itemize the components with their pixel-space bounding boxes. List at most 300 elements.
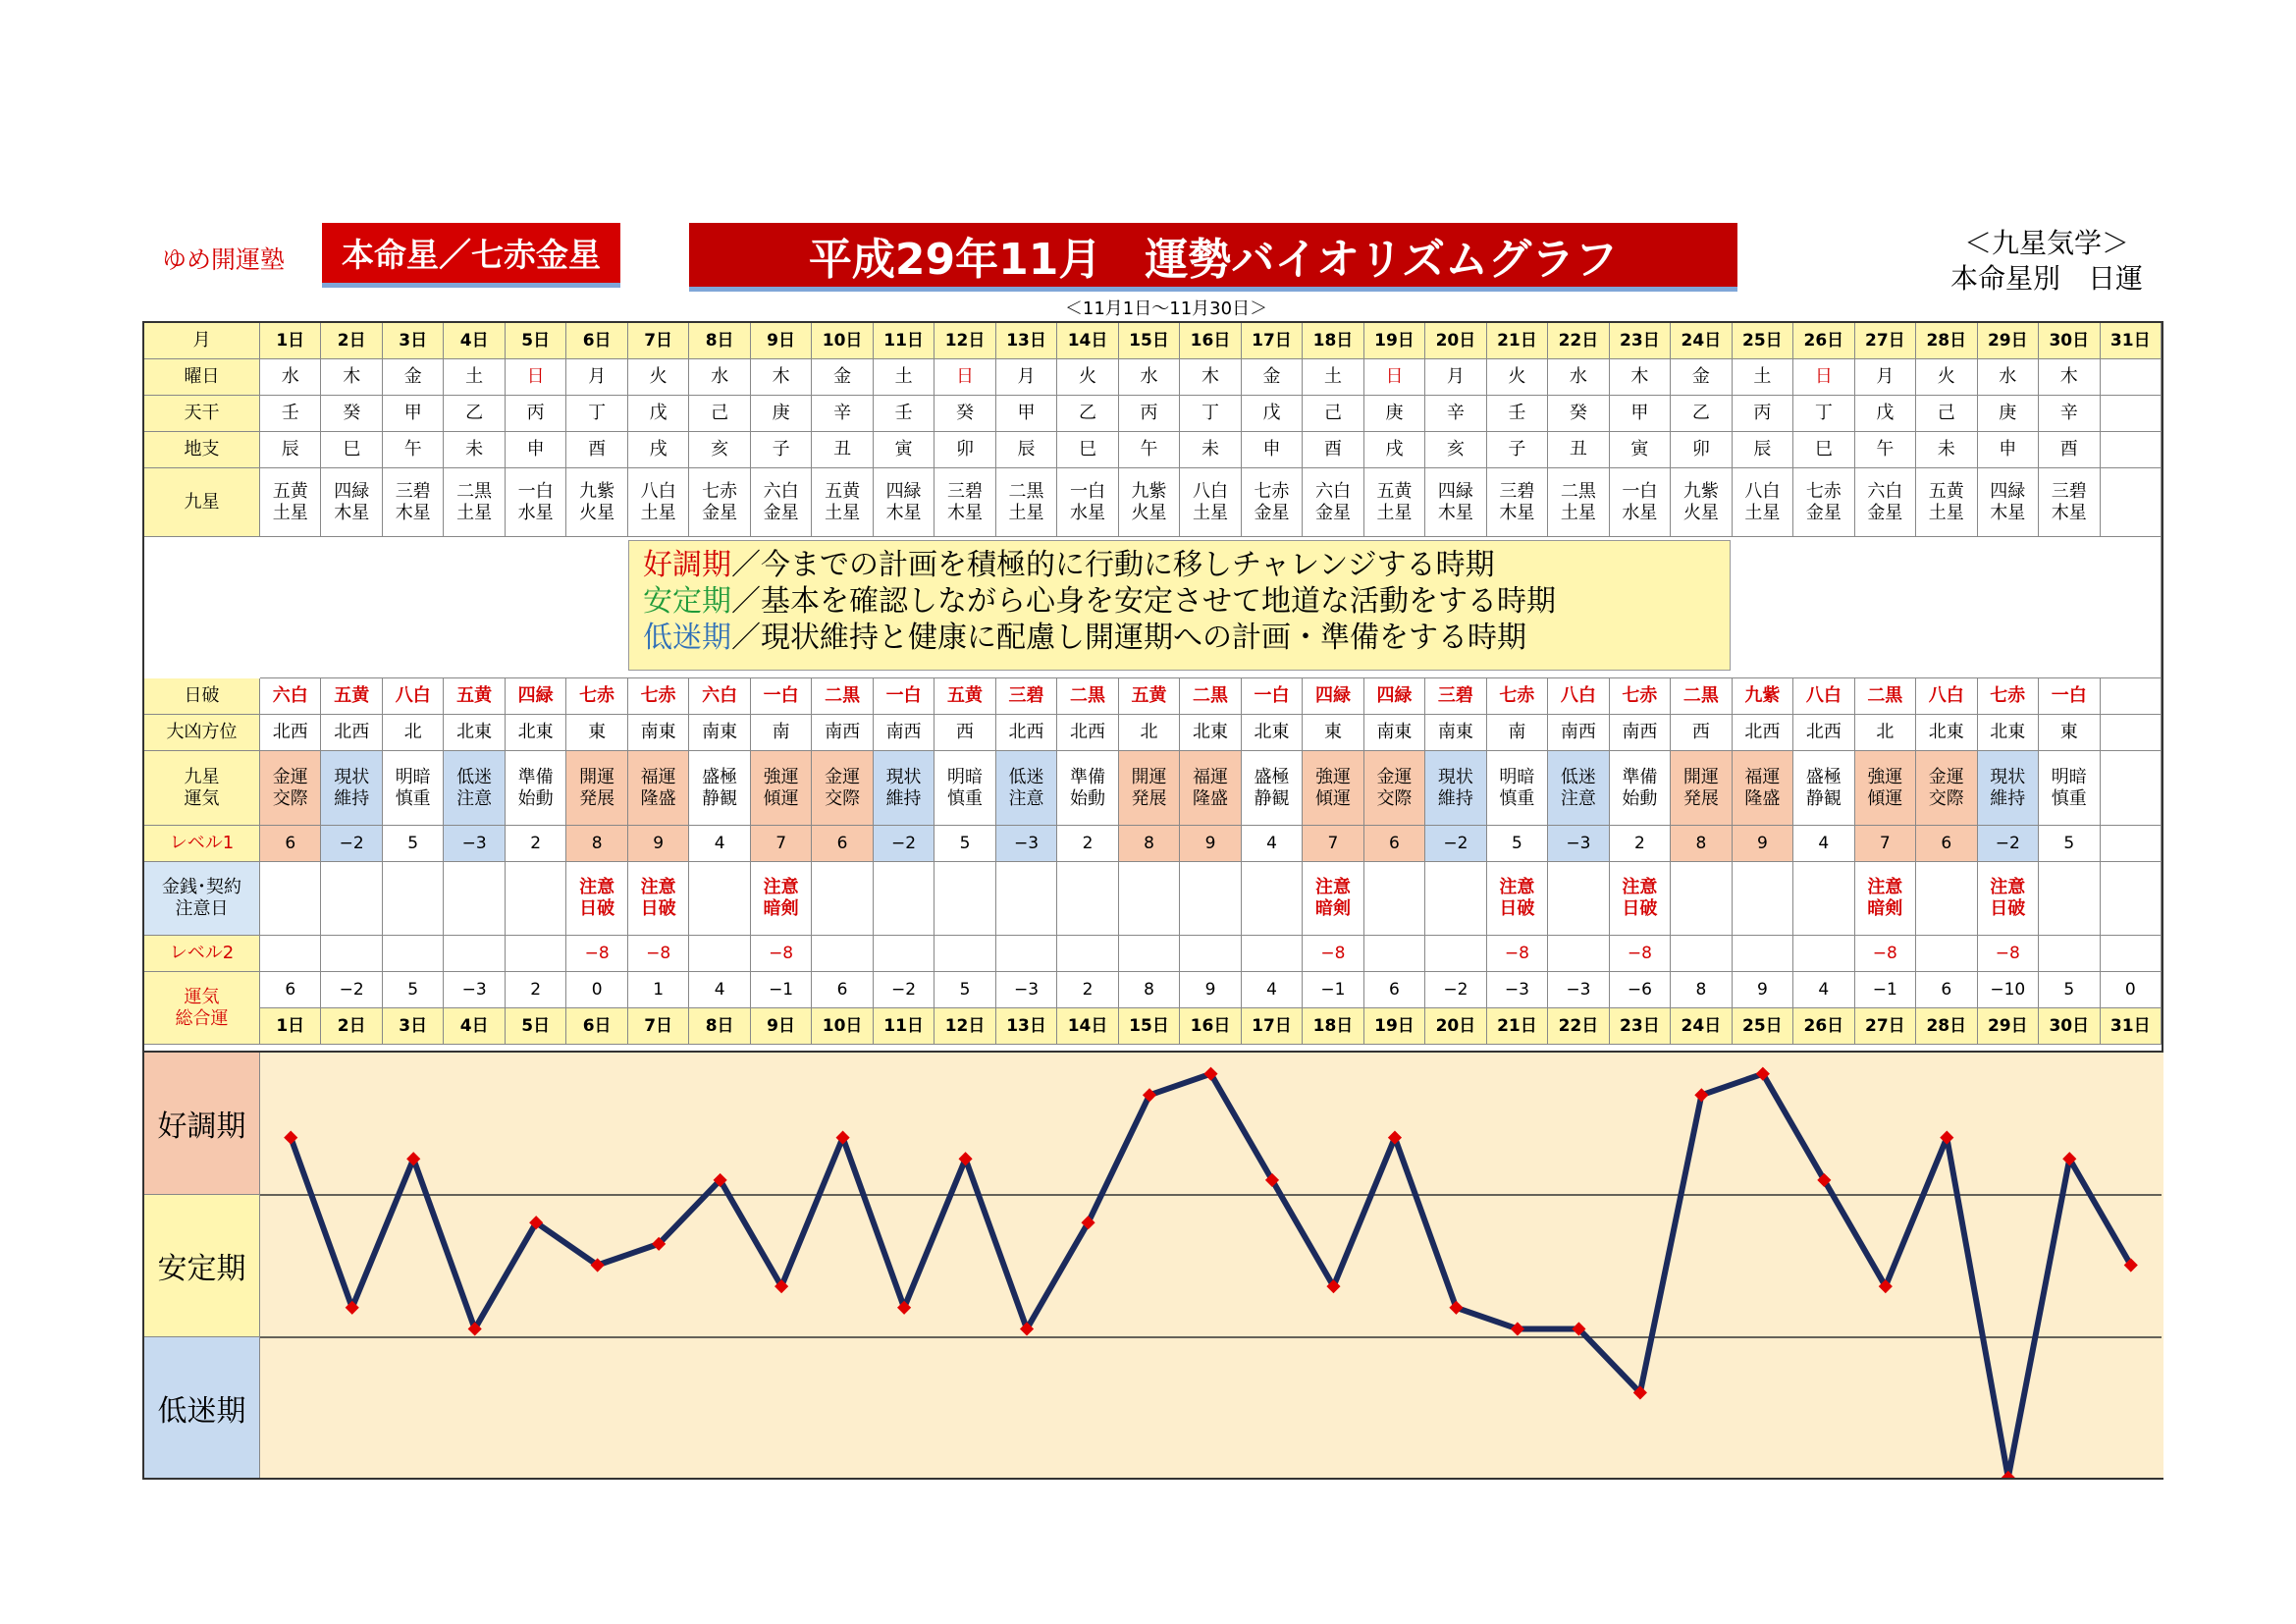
days-cell: 11日 <box>874 1008 934 1045</box>
kyusei-cell: 四緑 木星 <box>874 468 934 537</box>
unki-cell: 低迷 注意 <box>996 751 1057 826</box>
weekdays-cell: 木 <box>1610 359 1671 396</box>
nippa-cell: 八白 <box>1548 678 1609 715</box>
nippa-cell: 四緑 <box>1303 678 1363 715</box>
legend-line-stable <box>643 583 1730 620</box>
legend-key-good: 好調期 <box>643 548 731 582</box>
nippa-cell: 三碧 <box>996 678 1057 715</box>
kyusei-cell: 六白 金星 <box>1303 468 1363 537</box>
subtitle-kyusei: ＜九星気学＞ <box>1963 227 2129 259</box>
tenkan-cell: 庚 <box>1978 396 2039 432</box>
daikyo-cell: 南西 <box>1548 715 1609 751</box>
level2-cell: −8 <box>1978 936 2039 972</box>
daikyo-cell: 南東 <box>689 715 750 751</box>
sogo-cell: 9 <box>1733 972 1793 1008</box>
nippa-cell: 一白 <box>751 678 812 715</box>
tenkan-cell: 己 <box>689 396 750 432</box>
nippa-cell: 一白 <box>874 678 934 715</box>
sogo-cell: 0 <box>2101 972 2162 1008</box>
chishi-cell: 戌 <box>1364 432 1425 468</box>
weekdays-cell: 日 <box>1364 359 1425 396</box>
weekdays-cell: 火 <box>1916 359 1977 396</box>
tenkan-cell: 壬 <box>1487 396 1548 432</box>
row-label-month: 月 <box>144 323 260 359</box>
days-cell: 8日 <box>689 1008 750 1045</box>
sogo-cell: −3 <box>996 972 1057 1008</box>
daikyo-cell: 北東 <box>1180 715 1241 751</box>
level2-cell <box>1916 936 1977 972</box>
level2-cell <box>383 936 444 972</box>
days-cell: 26日 <box>1793 323 1854 359</box>
daikyo-cell: 南 <box>1487 715 1548 751</box>
legend-text-good: ／今までの計画を積極的に行動に移しチャレンジする時期 <box>731 548 1495 582</box>
money-cell <box>1180 862 1241 936</box>
tenkan-cell: 甲 <box>1610 396 1671 432</box>
days-cell: 10日 <box>812 323 873 359</box>
days-cell: 7日 <box>628 323 689 359</box>
legend-line-low <box>643 620 1730 656</box>
kyusei-cell: 九紫 火星 <box>1119 468 1180 537</box>
days-cell: 1日 <box>260 1008 321 1045</box>
level1-cell: 7 <box>1855 826 1916 862</box>
weekdays-cell <box>2101 359 2162 396</box>
unki-cell: 現状 維持 <box>321 751 382 826</box>
tenkan-cell: 丙 <box>1733 396 1793 432</box>
daikyo-cell: 北西 <box>1733 715 1793 751</box>
series-line <box>291 1074 2131 1478</box>
days-cell: 19日 <box>1364 323 1425 359</box>
unki-cell: 準備 始動 <box>506 751 566 826</box>
row-label-kyusei_unki: 九星 運気 <box>144 751 260 826</box>
money-cell <box>506 862 566 936</box>
days-cell: 11日 <box>874 323 934 359</box>
sogo-cell: −2 <box>321 972 382 1008</box>
kyusei-cell: 一白 水星 <box>506 468 566 537</box>
days-cell: 9日 <box>751 1008 812 1045</box>
sogo-cell: 4 <box>1242 972 1303 1008</box>
daikyo-cell: 北東 <box>1978 715 2039 751</box>
level1-cell: 6 <box>1364 826 1425 862</box>
nippa-cell: 七赤 <box>628 678 689 715</box>
days-cell: 16日 <box>1180 323 1241 359</box>
weekdays-cell: 金 <box>812 359 873 396</box>
sogo-cell: 4 <box>1793 972 1854 1008</box>
unki-cell: 準備 始動 <box>1057 751 1118 826</box>
weekdays-cell: 金 <box>383 359 444 396</box>
days-cell: 22日 <box>1548 1008 1609 1045</box>
money-cell: 注意 日破 <box>566 862 627 936</box>
money-cell <box>2101 862 2162 936</box>
unki-cell: 強運 傾運 <box>1855 751 1916 826</box>
level1-cell: 2 <box>1057 826 1118 862</box>
sogo-cell: 1 <box>628 972 689 1008</box>
days-cell: 14日 <box>1057 1008 1118 1045</box>
sogo-cell: −3 <box>1487 972 1548 1008</box>
weekdays-cell: 日 <box>1793 359 1854 396</box>
level1-cell: −2 <box>1978 826 2039 862</box>
level2-cell: −8 <box>1487 936 1548 972</box>
sogo-cell: 8 <box>1119 972 1180 1008</box>
level2-cell: −8 <box>1855 936 1916 972</box>
weekdays-cell: 土 <box>444 359 505 396</box>
daikyo-cell: 南東 <box>1425 715 1486 751</box>
level1-cell: −3 <box>1548 826 1609 862</box>
weekdays-cell: 木 <box>321 359 382 396</box>
kyusei-cell: 五黄 土星 <box>1916 468 1977 537</box>
daikyo-cell: 東 <box>566 715 627 751</box>
chishi-cell: 戌 <box>628 432 689 468</box>
tenkan-cell: 戊 <box>1855 396 1916 432</box>
level2-cell <box>1671 936 1732 972</box>
tenkan-cell: 癸 <box>321 396 382 432</box>
level1-cell: 6 <box>1916 826 1977 862</box>
nippa-cell: 二黒 <box>1057 678 1118 715</box>
level1-cell: 8 <box>1671 826 1732 862</box>
honmei-badge: 本命星／七赤金星 <box>322 223 620 288</box>
sogo-cell: −10 <box>1978 972 2039 1008</box>
days-cell: 25日 <box>1733 323 1793 359</box>
days-cell: 4日 <box>444 1008 505 1045</box>
school-name: ゆめ開運塾 <box>162 245 286 274</box>
days-cell: 4日 <box>444 323 505 359</box>
level2-cell <box>2039 936 2100 972</box>
nippa-cell: 七赤 <box>1610 678 1671 715</box>
weekdays-cell: 火 <box>1057 359 1118 396</box>
tenkan-cell: 辛 <box>1425 396 1486 432</box>
money-cell: 注意 日破 <box>1487 862 1548 936</box>
level2-cell <box>321 936 382 972</box>
daikyo-cell: 北西 <box>1057 715 1118 751</box>
kyusei-cell: 三碧 木星 <box>1487 468 1548 537</box>
level1-cell: −2 <box>1425 826 1486 862</box>
nippa-cell: 九紫 <box>1733 678 1793 715</box>
chishi-cell: 酉 <box>566 432 627 468</box>
level2-cell <box>260 936 321 972</box>
days-cell: 9日 <box>751 323 812 359</box>
unki-cell: 福運 隆盛 <box>1180 751 1241 826</box>
sogo-cell: 6 <box>812 972 873 1008</box>
tenkan-cell: 己 <box>1303 396 1363 432</box>
data-point <box>1694 1088 1708 1102</box>
unki-cell: 強運 傾運 <box>1303 751 1363 826</box>
kyusei-cell: 四緑 木星 <box>1978 468 2039 537</box>
sogo-cell: −1 <box>1855 972 1916 1008</box>
chishi-cell <box>2101 432 2162 468</box>
weekdays-cell: 火 <box>1487 359 1548 396</box>
level1-cell: 7 <box>751 826 812 862</box>
nippa-cell: 七赤 <box>1487 678 1548 715</box>
legend-key-low: 低迷期 <box>643 621 731 655</box>
money-cell: 注意 日破 <box>628 862 689 936</box>
data-point <box>1511 1322 1524 1335</box>
unki-cell: 盛極 静観 <box>1242 751 1303 826</box>
sogo-cell: 9 <box>1180 972 1241 1008</box>
kyusei-cell: 三碧 木星 <box>383 468 444 537</box>
level2-cell <box>1242 936 1303 972</box>
level2-cell <box>812 936 873 972</box>
daikyo-cell: 南東 <box>1364 715 1425 751</box>
level1-cell: 5 <box>1487 826 1548 862</box>
unki-cell <box>2101 751 2162 826</box>
daikyo-cell: 北東 <box>444 715 505 751</box>
row-label-money: 金銭･契約 注意日 <box>144 862 260 936</box>
nippa-cell: 八白 <box>383 678 444 715</box>
money-cell <box>1425 862 1486 936</box>
days-cell: 31日 <box>2101 323 2162 359</box>
chishi-cell: 酉 <box>2039 432 2100 468</box>
days-cell: 27日 <box>1855 1008 1916 1045</box>
money-cell <box>934 862 995 936</box>
level1-cell: −2 <box>874 826 934 862</box>
sogo-cell: −6 <box>1610 972 1671 1008</box>
days-cell: 23日 <box>1610 1008 1671 1045</box>
daikyo-cell: 北西 <box>1793 715 1854 751</box>
tenkan-cell: 甲 <box>383 396 444 432</box>
chishi-cell: 午 <box>383 432 444 468</box>
row-label-level2: レベル2 <box>144 936 260 972</box>
kyusei-cell: 八白 土星 <box>1180 468 1241 537</box>
days-cell: 3日 <box>383 323 444 359</box>
unki-cell: 強運 傾運 <box>751 751 812 826</box>
kyusei-cell: 八白 土星 <box>1733 468 1793 537</box>
nippa-cell: 一白 <box>1242 678 1303 715</box>
money-cell <box>2039 862 2100 936</box>
unki-cell: 福運 隆盛 <box>628 751 689 826</box>
days-cell: 19日 <box>1364 1008 1425 1045</box>
unki-cell: 盛極 静観 <box>1793 751 1854 826</box>
money-cell: 注意 日破 <box>1978 862 2039 936</box>
level2-cell <box>934 936 995 972</box>
weekdays-cell: 水 <box>260 359 321 396</box>
tenkan-cell: 乙 <box>444 396 505 432</box>
weekdays-cell: 金 <box>1242 359 1303 396</box>
level1-cell: 7 <box>1303 826 1363 862</box>
weekdays-cell: 火 <box>628 359 689 396</box>
tenkan-cell: 乙 <box>1057 396 1118 432</box>
nippa-cell: 八白 <box>1916 678 1977 715</box>
days-cell: 22日 <box>1548 323 1609 359</box>
sogo-cell: 2 <box>506 972 566 1008</box>
weekdays-cell: 木 <box>2039 359 2100 396</box>
date-range: ＜11月1日～11月30日＞ <box>1064 298 1268 319</box>
sogo-cell: 5 <box>2039 972 2100 1008</box>
days-cell: 29日 <box>1978 323 2039 359</box>
level2-cell <box>1733 936 1793 972</box>
nippa-cell: 四緑 <box>1364 678 1425 715</box>
level1-cell: 9 <box>628 826 689 862</box>
days-cell: 31日 <box>2101 1008 2162 1045</box>
unki-cell: 低迷 注意 <box>444 751 505 826</box>
chishi-cell: 丑 <box>1548 432 1609 468</box>
chishi-cell: 申 <box>1242 432 1303 468</box>
nippa-cell: 八白 <box>1793 678 1854 715</box>
daikyo-cell <box>2101 715 2162 751</box>
legend-text-low: ／現状維持と健康に配慮し開運期への計画・準備をする時期 <box>731 621 1526 655</box>
nippa-cell: 二黒 <box>1180 678 1241 715</box>
weekdays-cell: 水 <box>689 359 750 396</box>
days-cell: 8日 <box>689 323 750 359</box>
level1-cell: 2 <box>1610 826 1671 862</box>
sogo-cell: 2 <box>1057 972 1118 1008</box>
kyusei-cell: 六白 金星 <box>751 468 812 537</box>
money-cell: 注意 暗剣 <box>751 862 812 936</box>
daikyo-cell: 北 <box>1119 715 1180 751</box>
biorhythm-chart <box>142 1053 2163 1480</box>
weekdays-cell: 木 <box>751 359 812 396</box>
sogo-cell: 0 <box>566 972 627 1008</box>
level2-cell: −8 <box>628 936 689 972</box>
weekdays-cell: 水 <box>1978 359 2039 396</box>
level2-cell <box>1793 936 1854 972</box>
unki-cell: 現状 維持 <box>1978 751 2039 826</box>
days-cell: 15日 <box>1119 1008 1180 1045</box>
money-cell <box>689 862 750 936</box>
kyusei-cell: 一白 水星 <box>1610 468 1671 537</box>
days-cell: 21日 <box>1487 323 1548 359</box>
level1-cell: 5 <box>934 826 995 862</box>
days-cell: 28日 <box>1916 323 1977 359</box>
fortune-table <box>142 321 2163 1053</box>
days-cell: 23日 <box>1610 323 1671 359</box>
row-label-chishi: 地支 <box>144 432 260 468</box>
level1-cell: −3 <box>444 826 505 862</box>
tenkan-cell: 丁 <box>566 396 627 432</box>
unki-cell: 明暗 慎重 <box>383 751 444 826</box>
level1-cell: 8 <box>566 826 627 862</box>
unki-cell: 開運 発展 <box>566 751 627 826</box>
money-cell: 注意 暗剣 <box>1855 862 1916 936</box>
money-cell <box>996 862 1057 936</box>
level2-cell: −8 <box>1303 936 1363 972</box>
sogo-cell: 6 <box>1916 972 1977 1008</box>
daikyo-cell: 南西 <box>874 715 934 751</box>
level1-cell <box>2101 826 2162 862</box>
chishi-cell: 卯 <box>934 432 995 468</box>
unki-cell: 明暗 慎重 <box>2039 751 2100 826</box>
sogo-cell: 5 <box>934 972 995 1008</box>
daikyo-cell: 北西 <box>996 715 1057 751</box>
days-cell: 17日 <box>1242 1008 1303 1045</box>
money-cell <box>1793 862 1854 936</box>
tenkan-cell: 癸 <box>1548 396 1609 432</box>
chishi-cell: 巳 <box>321 432 382 468</box>
chishi-cell: 辰 <box>996 432 1057 468</box>
tenkan-cell: 辛 <box>812 396 873 432</box>
row-label-level1: レベル1 <box>144 826 260 862</box>
tenkan-cell: 己 <box>1916 396 1977 432</box>
tenkan-cell: 庚 <box>751 396 812 432</box>
tenkan-cell: 壬 <box>260 396 321 432</box>
sogo-cell: −1 <box>1303 972 1363 1008</box>
tenkan-cell: 丁 <box>1793 396 1854 432</box>
daikyo-cell: 北西 <box>260 715 321 751</box>
kyusei-cell: 六白 金星 <box>1855 468 1916 537</box>
legend-box <box>628 540 1731 671</box>
chishi-cell: 子 <box>1487 432 1548 468</box>
level2-cell <box>1364 936 1425 972</box>
days-cell: 16日 <box>1180 1008 1241 1045</box>
days-cell: 20日 <box>1425 323 1486 359</box>
money-cell <box>1364 862 1425 936</box>
unki-cell: 準備 始動 <box>1610 751 1671 826</box>
weekdays-cell: 月 <box>996 359 1057 396</box>
subtitle-nichiun: 本命星別 日運 <box>1949 262 2143 295</box>
tenkan-cell: 丙 <box>506 396 566 432</box>
legend-area <box>260 537 2162 678</box>
daikyo-cell: 北東 <box>1916 715 1977 751</box>
days-cell: 6日 <box>566 1008 627 1045</box>
weekdays-cell: 土 <box>1733 359 1793 396</box>
days-cell: 30日 <box>2039 323 2100 359</box>
nippa-cell: 二黒 <box>1671 678 1732 715</box>
daikyo-cell: 北東 <box>506 715 566 751</box>
kyusei-cell: 五黄 土星 <box>812 468 873 537</box>
row-label-daikyo: 大凶方位 <box>144 715 260 751</box>
data-point <box>2002 1471 2015 1478</box>
level1-cell: 8 <box>1119 826 1180 862</box>
daikyo-cell: 北西 <box>321 715 382 751</box>
weekdays-cell: 水 <box>1119 359 1180 396</box>
row-label-weekday: 曜日 <box>144 359 260 396</box>
level2-cell: −8 <box>751 936 812 972</box>
chishi-cell: 寅 <box>874 432 934 468</box>
tenkan-cell <box>2101 396 2162 432</box>
days-cell: 3日 <box>383 1008 444 1045</box>
chishi-cell: 卯 <box>1671 432 1732 468</box>
level2-cell <box>1548 936 1609 972</box>
money-cell <box>1733 862 1793 936</box>
unki-cell: 開運 発展 <box>1671 751 1732 826</box>
chishi-cell: 子 <box>751 432 812 468</box>
chishi-cell: 亥 <box>1425 432 1486 468</box>
days-cell: 26日 <box>1793 1008 1854 1045</box>
kyusei-cell: 七赤 金星 <box>689 468 750 537</box>
row-label-sogo: 運気 総合運 <box>144 972 260 1045</box>
unki-cell: 明暗 慎重 <box>1487 751 1548 826</box>
kyusei-cell: 五黄 土星 <box>1364 468 1425 537</box>
level1-cell: 4 <box>1242 826 1303 862</box>
kyusei-cell: 二黒 土星 <box>996 468 1057 537</box>
kyusei-cell <box>2101 468 2162 537</box>
daikyo-cell: 南 <box>751 715 812 751</box>
zone-label-good: 好調期 <box>144 1053 260 1195</box>
days-cell: 24日 <box>1671 1008 1732 1045</box>
days-cell: 13日 <box>996 1008 1057 1045</box>
unki-cell: 現状 維持 <box>874 751 934 826</box>
level2-cell <box>996 936 1057 972</box>
level2-cell <box>1057 936 1118 972</box>
weekdays-cell: 土 <box>874 359 934 396</box>
chart-svg <box>144 1053 2162 1478</box>
sogo-cell: −3 <box>444 972 505 1008</box>
sogo-cell: 8 <box>1671 972 1732 1008</box>
nippa-cell: 七赤 <box>1978 678 2039 715</box>
days-cell: 1日 <box>260 323 321 359</box>
nippa-cell: 二黒 <box>812 678 873 715</box>
money-cell <box>874 862 934 936</box>
nippa-cell: 一白 <box>2039 678 2100 715</box>
days-cell: 6日 <box>566 323 627 359</box>
tenkan-cell: 丁 <box>1180 396 1241 432</box>
level2-cell <box>1180 936 1241 972</box>
unki-cell: 開運 発展 <box>1119 751 1180 826</box>
nippa-cell <box>2101 678 2162 715</box>
tenkan-cell: 乙 <box>1671 396 1732 432</box>
money-cell <box>321 862 382 936</box>
daikyo-cell: 南西 <box>812 715 873 751</box>
chishi-cell: 未 <box>1180 432 1241 468</box>
kyusei-cell: 七赤 金星 <box>1793 468 1854 537</box>
